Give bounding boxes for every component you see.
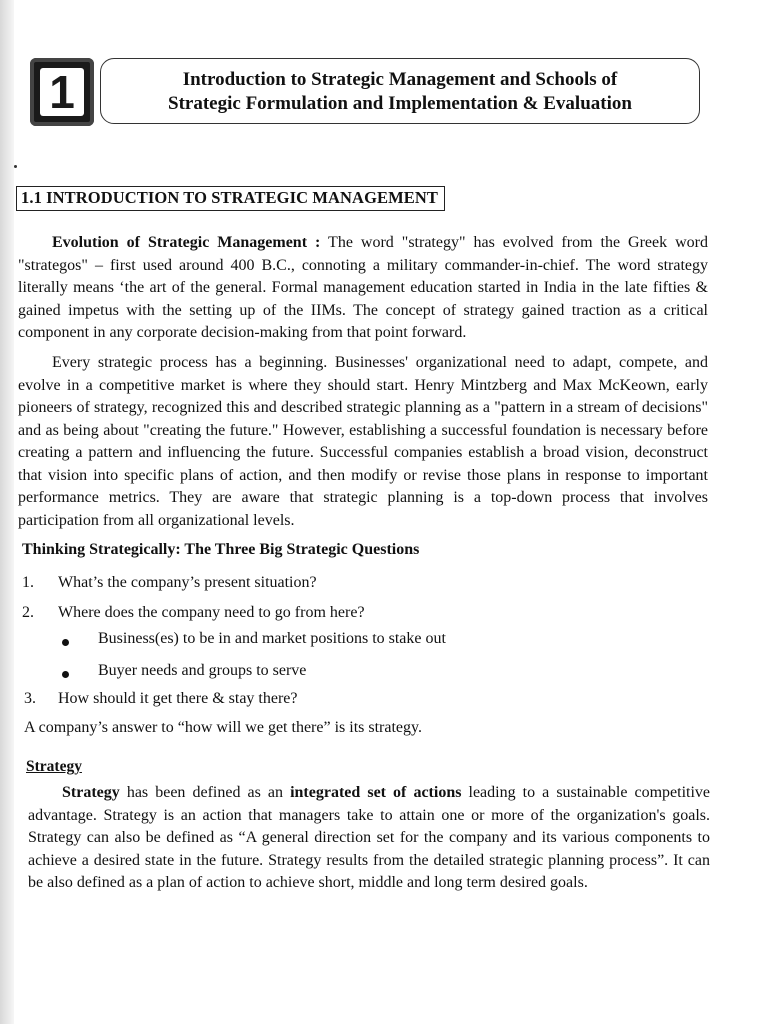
strategy-paragraph bbox=[28, 782, 710, 895]
question-3 bbox=[24, 690, 298, 708]
bullet-dot-icon bbox=[62, 639, 69, 646]
question-3-text: How should it get there & stay there? bbox=[58, 690, 298, 707]
evolution-paragraph bbox=[18, 232, 708, 345]
strategy-heading: Strategy bbox=[26, 758, 82, 775]
evolution-lead: Evolution of Strategic Management : bbox=[52, 234, 321, 251]
chapter-title-line-1: Introduction to Strategic Management and Schools of bbox=[182, 69, 618, 90]
strategy-text-2: leading to a sustainable competitive advantage. Strategy is an action that managers take to attain one or more of the organization's goals. Strategy can also be defined as “A general direction set for the company and its various components to achieve a desired state in the future. Strategy results from the detailed strategic planning process”. It can be also defined as a plan of action to achieve short, middle and long term desired goals. bbox=[28, 784, 711, 891]
bullet-1: Business(es) to be in and market positions to stake out bbox=[98, 630, 446, 647]
chapter-title-box bbox=[100, 58, 700, 124]
strategy-text-1: has been defined as an bbox=[119, 784, 291, 801]
chapter-title-line-2: Strategic Formulation and Implementation & Evaluation bbox=[168, 93, 632, 114]
chapter-number-badge bbox=[30, 58, 94, 126]
question-3-number: 3. bbox=[24, 690, 36, 707]
question-2-text: Where does the company need to go from here? bbox=[58, 604, 365, 621]
section-heading: 1.1 INTRODUCTION TO STRATEGIC MANAGEMENT bbox=[16, 186, 445, 211]
strategy-answer: A company’s answer to “how will we get there” is its strategy. bbox=[24, 719, 422, 736]
process-text: Every strategic process has a beginning. Businesses' organizational need to adapt, compete, and evolve in a competitive market is where they should start. Henry Mintzberg and Max McKeown, early pioneers of strategy, recognized this and described strategic planning as a "pattern in a stream of decisions" and as being about "creating the future." However, establishing a successful foundation is necessary before creating a pattern and influencing the future. Successful companies establish a broad vision, deconstruct that vision into specific plans of action, and then modify or revise those plans in response to important performance metrics. They are aware that strategic planning is a top-down process that involves participation from all organizational levels. bbox=[18, 354, 708, 529]
question-1 bbox=[22, 574, 317, 592]
question-1-number: 1. bbox=[22, 574, 34, 591]
chapter-number: 1 bbox=[49, 66, 75, 118]
question-2-number: 2. bbox=[22, 604, 34, 621]
strategy-lead: Strategy bbox=[62, 784, 120, 801]
question-1-text: What’s the company’s present situation? bbox=[58, 574, 317, 591]
strategy-emphasis: integrated set of actions bbox=[290, 784, 462, 801]
process-paragraph bbox=[18, 352, 708, 532]
evolution-text: The word "strategy" has evolved from the Greek word "strategos" – first used around 400 B.C., connoting a military commander-in-chief. The word strategy literally means ‘the art of the general. Formal management education started in India in the late fifties & gained impetus with the setting up of the IIMs. The concept of strategy gained traction as a critical component in any corporate decision-making from that point forward. bbox=[18, 234, 709, 341]
question-2 bbox=[22, 604, 365, 622]
chapter-number-inner bbox=[40, 68, 84, 116]
bullet-2: Buyer needs and groups to serve bbox=[98, 662, 307, 679]
stray-dot bbox=[14, 165, 17, 168]
thinking-heading: Thinking Strategically: The Three Big Strategic Questions bbox=[22, 541, 420, 558]
bullet-dot-icon bbox=[62, 671, 69, 678]
page-edge-shadow bbox=[0, 0, 14, 1024]
